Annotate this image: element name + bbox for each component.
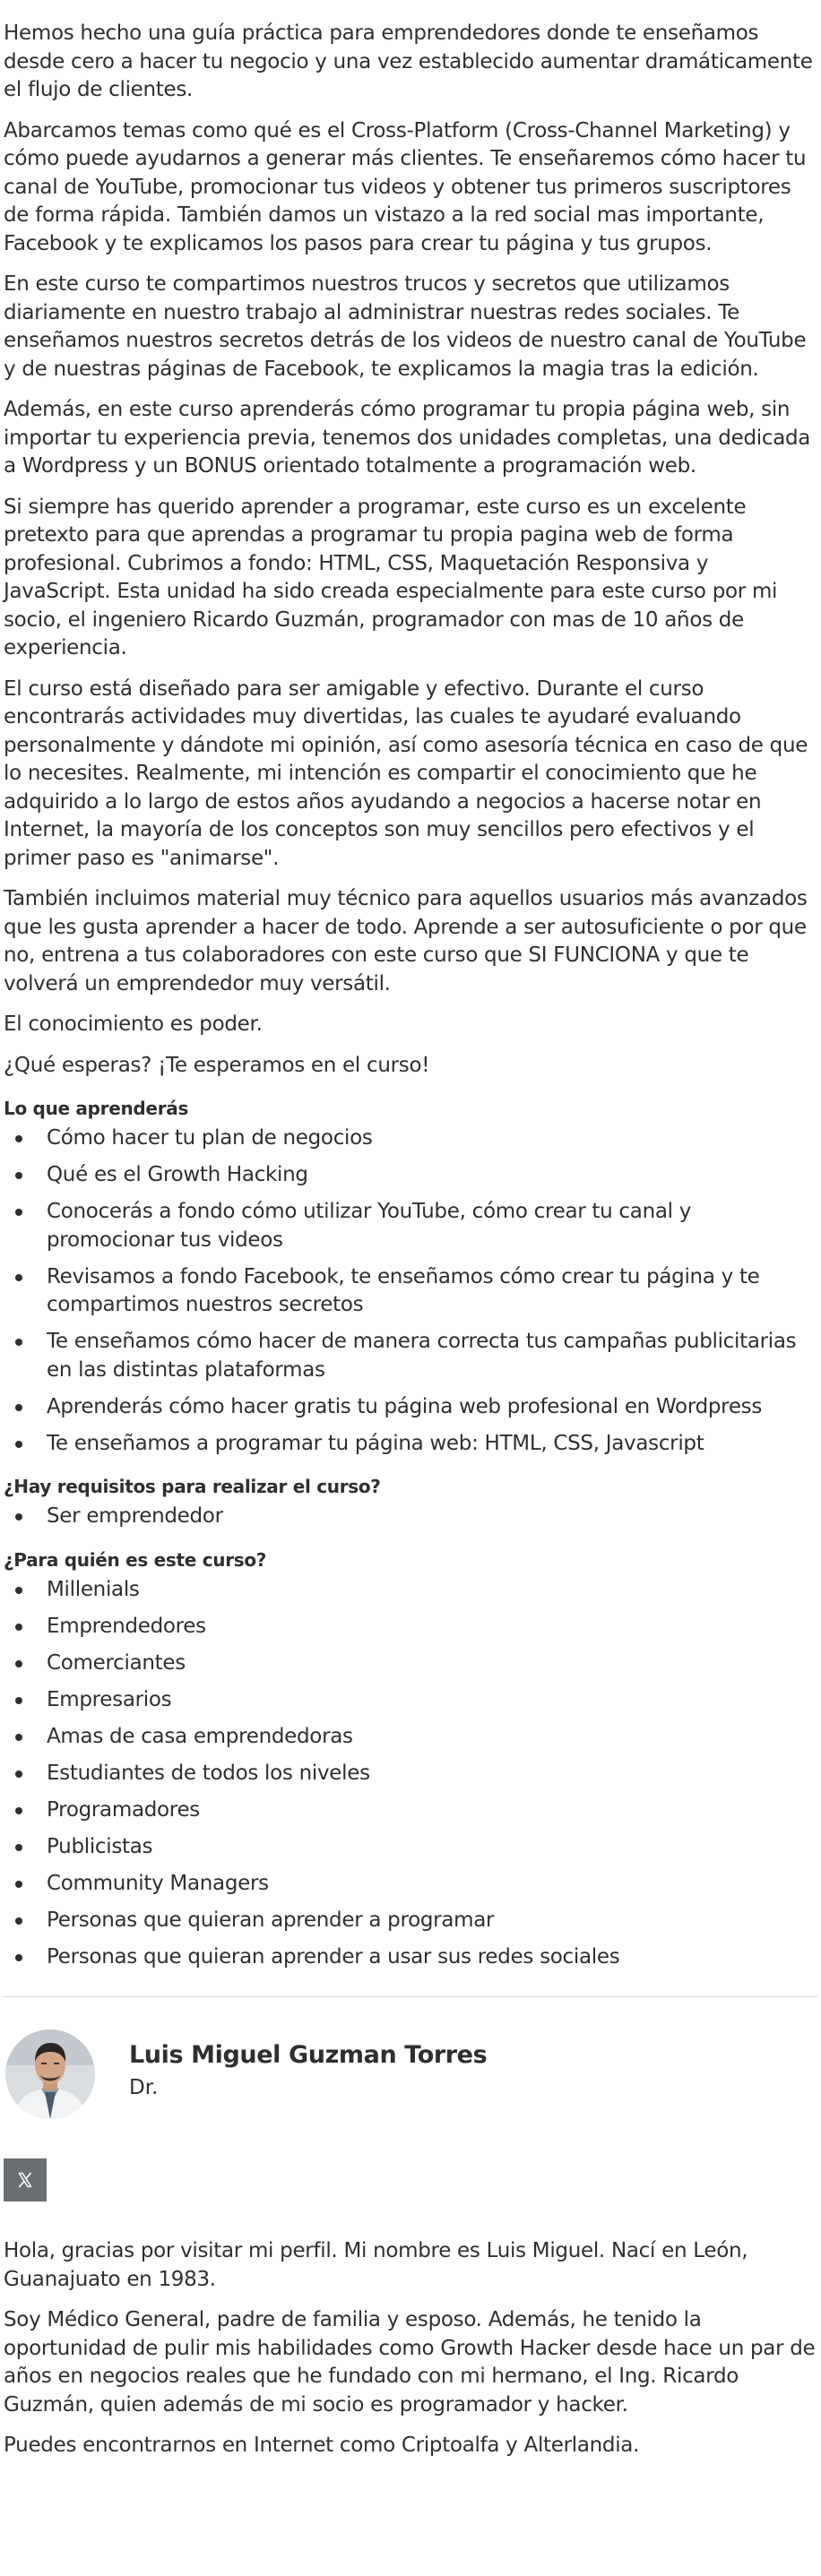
bio-paragraph: Puedes encontrarnos en Internet como Criptoalfa y Alterlandia. [4, 2434, 640, 2457]
list-item: Te enseñamos cómo hacer de manera correcta tus campañas publicitarias en las distintas plataformas [47, 1328, 817, 1384]
instructor-bio [4, 2237, 817, 2460]
bio-paragraph: Soy Médico General, padre de familia y esposo. Además, he tenido la oportunidad de pulir mis habilidades como Growth Hacker desde hace un par de años en negocios reales que he fundado con mi hermano, el Ing. Ricardo Guzmán, quien además de mi socio es programador y hacker. [4, 2308, 816, 2417]
section-divider [4, 1996, 817, 1997]
description-paragraph: El conocimiento es poder. [4, 1012, 263, 1036]
list-item: Programadores [47, 1796, 817, 1825]
list-item: Revisamos a fondo Facebook, te enseñamos cómo crear tu página y te compartimos nuestros secretos [47, 1263, 817, 1320]
audience-list [4, 1576, 817, 1972]
instructor-name[interactable]: Luis Miguel Guzman Torres [129, 2041, 488, 2069]
list-item: Personas que quieran aprender a programar [47, 1907, 817, 1935]
list-item: Millenials [47, 1576, 817, 1605]
description-paragraph: Hemos hecho una guía práctica para emprendedores donde te enseñamos desde cero a hacer tu negocio y una vez establecido aumentar dramáticamente el flujo de clientes. [4, 22, 813, 101]
list-item: Cómo hacer tu plan de negocios [47, 1124, 817, 1153]
list-item: Te enseñamos a programar tu página web: HTML, CSS, Javascript [47, 1430, 817, 1459]
learn-list [4, 1124, 817, 1458]
list-item: Publicistas [47, 1833, 817, 1862]
instructor-info [129, 2029, 487, 2101]
description-paragraph: Abarcamos temas como qué es el Cross-Platform (Cross-Channel Marketing) y cómo puede ayudarnos a generar más clientes. Te enseñaremos cómo hacer tu canal de YouTube, promocionar tus videos y obtener tus primeros suscriptores de forma rápida. También damos un vistazo a la red social mas importante, Facebook y te explicamos los pasos para crear tu página y tus grupos. [4, 118, 807, 255]
description-paragraph: ¿Qué esperas? ¡Te esperamos en el curso! [4, 1053, 430, 1077]
instructor-photo [5, 2029, 95, 2119]
bio-paragraph: Hola, gracias por visitar mi perfil. Mi nombre es Luis Miguel. Nací en León, Guanajuato en 1983. [4, 2239, 748, 2291]
description-paragraph: Si siempre has querido aprender a programar, este curso es un excelente pretexto para que aprendas a programar tu propia pagina web de forma profesional. Cubrimos a fondo: HTML, CSS, Maquetación Responsiva y JavaScript. Esta unidad ha sido creada especialmente para este curso por mi socio, el ingeniero Ricardo Guzmán, programador con mas de 10 años de experiencia. [4, 495, 778, 659]
list-item: Amas de casa emprendedoras [47, 1723, 817, 1752]
list-item: Ser emprendedor [47, 1503, 817, 1531]
description-paragraph: También incluimos material muy técnico para aquellos usuarios más avanzados que les gusta aprender a hacer de todo. Aprende a ser autosuficiente o por que no, entrena a tus colaboradores con este curso que SI FUNCIONA y que te volverá un emprendedor muy versátil. [4, 887, 808, 995]
audience-section [4, 1547, 817, 1972]
instructor-title: Dr. [129, 2076, 159, 2099]
requirements-heading: ¿Hay requisitos para realizar el curso? [4, 1476, 381, 1497]
x-icon [16, 2171, 34, 2189]
description-paragraph: En este curso te compartimos nuestros trucos y secretos que utilizamos diariamente en nuestro trabajo al administrar nuestras redes sociales. Te enseñamos nuestros secretos detrás de los videos de nuestro canal de YouTube y de nuestras páginas de Facebook, te explicamos la magia tras la edición. [4, 272, 807, 381]
list-item: Empresarios [47, 1686, 817, 1715]
list-item: Aprenderás cómo hacer gratis tu página web profesional en Wordpress [47, 1393, 817, 1422]
requirements-section [4, 1474, 817, 1531]
list-item: Qué es el Growth Hacking [47, 1161, 817, 1190]
list-item: Personas que quieran aprender a usar sus redes sociales [47, 1943, 817, 1972]
x-social-button[interactable] [4, 2158, 47, 2201]
list-item: Conocerás a fondo cómo utilizar YouTube, cómo crear tu canal y promocionar tus videos [47, 1198, 817, 1254]
instructor-section [4, 2029, 817, 2460]
description-paragraph: El curso está diseñado para ser amigable y efectivo. Durante el curso encontrarás actividades muy divertidas, las cuales te ayudaré evaluando personalmente y dándote mi opinión, así como asesoría técnica en caso de que lo necesites. Realmente, mi intención es compartir el conocimiento que he adquirido a lo largo de estos años ayudando a negocios a hacerse notar en Internet, la mayoría de los conceptos son muy sencillos pero efectivos y el primer paso es "animarse". [4, 676, 808, 870]
learn-section [4, 1096, 817, 1458]
learn-heading: Lo que aprenderás [4, 1098, 189, 1119]
list-item: Comerciantes [47, 1650, 817, 1678]
audience-heading: ¿Para quién es este curso? [4, 1548, 267, 1571]
list-item: Community Managers [47, 1870, 817, 1899]
avatar[interactable] [5, 2029, 95, 2119]
requirements-list [4, 1503, 817, 1531]
list-item: Emprendedores [47, 1613, 817, 1641]
course-description [4, 20, 817, 1080]
description-paragraph: Además, en este curso aprenderás cómo programar tu propia página web, sin importar tu experiencia previa, tenemos dos unidades completas, una dedicada a Wordpress y un BONUS orientado totalmente a programación web. [4, 398, 811, 478]
instructor-header [4, 2029, 817, 2119]
list-item: Estudiantes de todos los niveles [47, 1760, 817, 1788]
